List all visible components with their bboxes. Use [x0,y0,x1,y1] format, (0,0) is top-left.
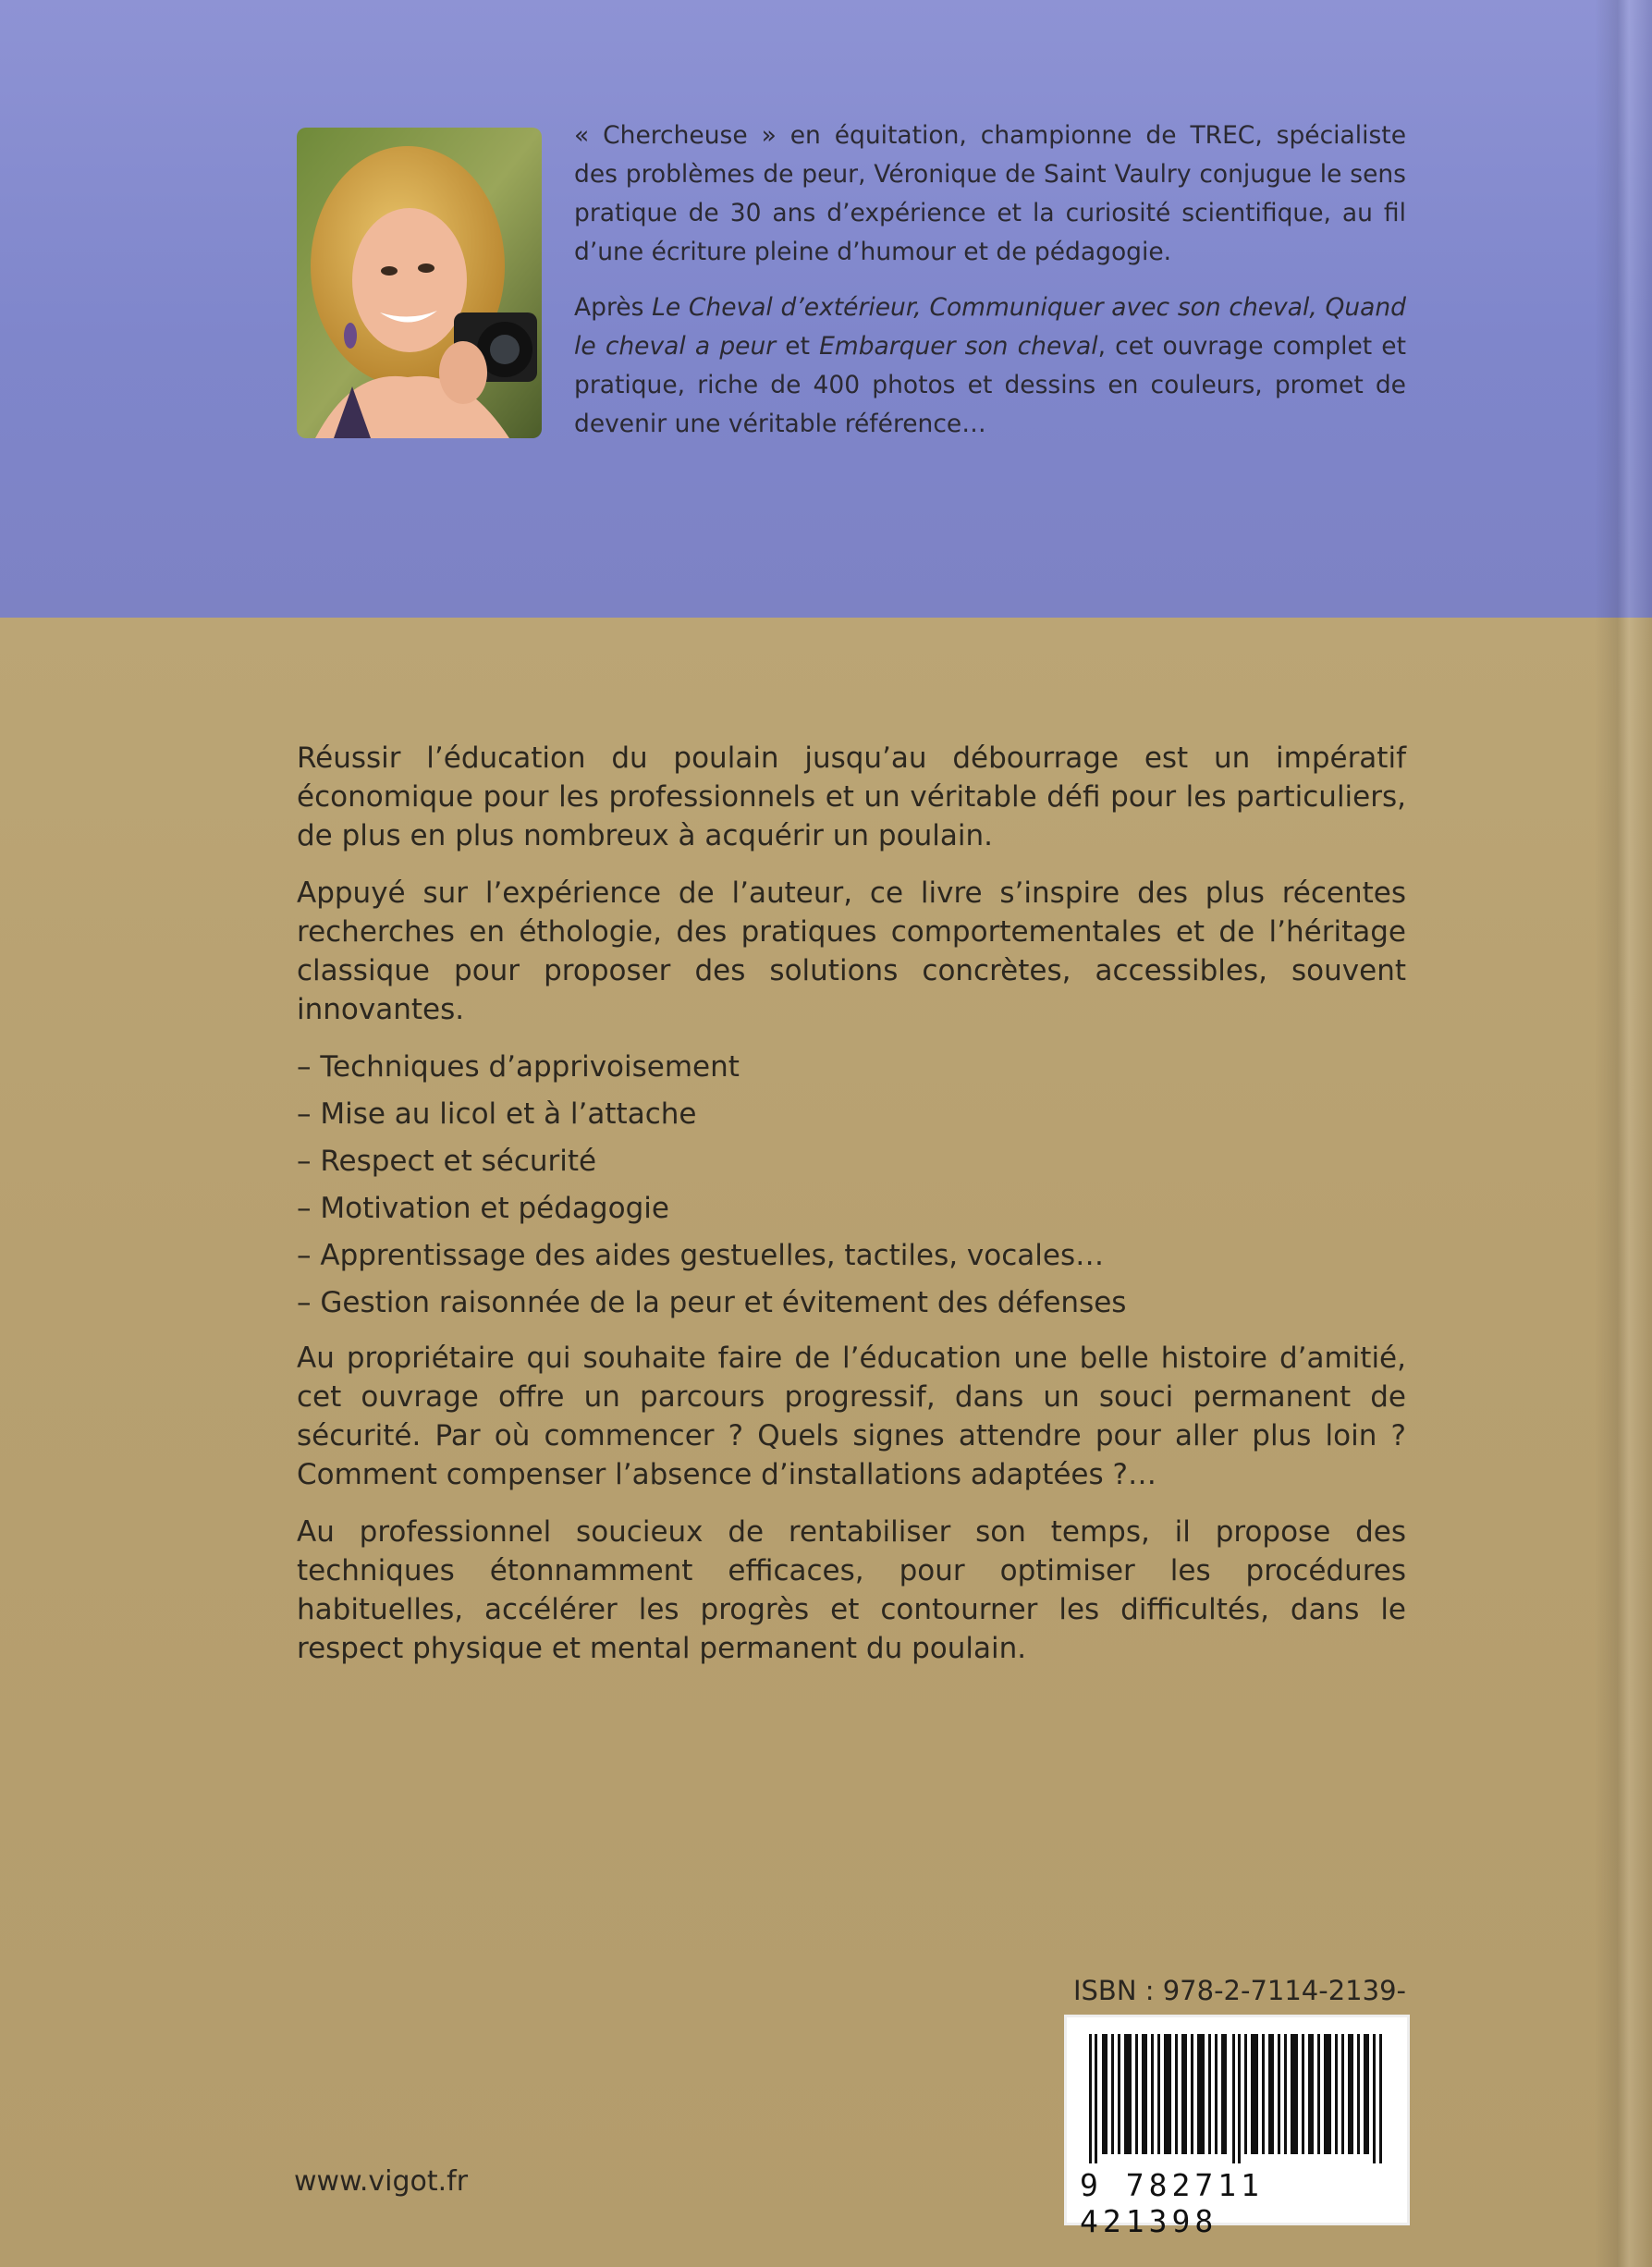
previous-title-embarquer: Embarquer son cheval [819,332,1098,361]
topic-item: – Apprentissage des aides gestuelles, tactiles, vocales… [297,1236,1406,1275]
publisher-website: www.vigot.fr [294,2165,469,2198]
isbn-number: ISBN : 978-2-7114-2139- [1072,1975,1406,2006]
author-bio [574,116,1406,460]
spine-edge [1595,0,1652,2267]
author-bio-works: Après Le Cheval d’extérieur, Communiquer avec son cheval, Quand le cheval a peur et Embarquer son cheval, cet ouvrage complet et pratique, riche de 400 photos et dessins en couleurs, promet de devenir une véritable référence… [574,293,1406,438]
author-photo [297,128,542,438]
topic-item: – Gestion raisonnée de la peur et évitement des défenses [297,1283,1406,1322]
topics-list [297,1048,1406,1322]
barcode-bars [1089,2034,1385,2163]
book-description [297,739,1406,1686]
barcode [1064,2015,1410,2239]
description-paragraph-4: Au professionnel soucieux de rentabiliser son temps, il propose des techniques étonnamment efficaces, pour optimiser les procédures habituelles, accélérer les progrès et contourner les difficultés, dans le respect physique et mental permanent du poulain. [297,1515,1406,1665]
topic-item: – Mise au licol et à l’attache [297,1095,1406,1134]
description-paragraph-3: Au propriétaire qui souhaite faire de l’éducation une belle histoire d’amitié, cet ouvrage offre un parcours progressif, dans un souci permanent de sécurité. Par où commencer ? Quels signes attendre pour aller plus loin ? Comment compenser l’absence d’installations adaptées ?… [297,1342,1406,1491]
author-bio-intro: « Chercheuse » en équitation, championne de TREC, spécialiste des problèmes de peur, Véronique de Saint Vaulry conjugue le sens pratique de 30 ans d’expérience et la curiosité scientifique, au fil d’une écriture pleine d’humour et de pédagogie. [574,121,1406,266]
topic-item: – Respect et sécurité [297,1142,1406,1181]
barcode-digits: 9 782711 421398 [1080,2167,1264,2239]
description-paragraph-1: Réussir l’éducation du poulain jusqu’au débourrage est un impératif économique pour les professionnels et un véritable défi pour les particuliers, de plus en plus nombreux à acquérir un poulain. [297,741,1406,852]
topic-item: – Techniques d’apprivoisement [297,1048,1406,1086]
previous-titles: Le Cheval d’extérieur, Communiquer avec son cheval, Quand le cheval a peur [574,293,1406,361]
description-paragraph-2: Appuyé sur l’expérience de l’auteur, ce livre s’inspire des plus récentes recherches en éthologie, des pratiques comportementales et de l’héritage classique pour proposer des solutions concrètes, accessibles, souvent innovantes. [297,876,1406,1026]
topic-item: – Motivation et pédagogie [297,1189,1406,1228]
